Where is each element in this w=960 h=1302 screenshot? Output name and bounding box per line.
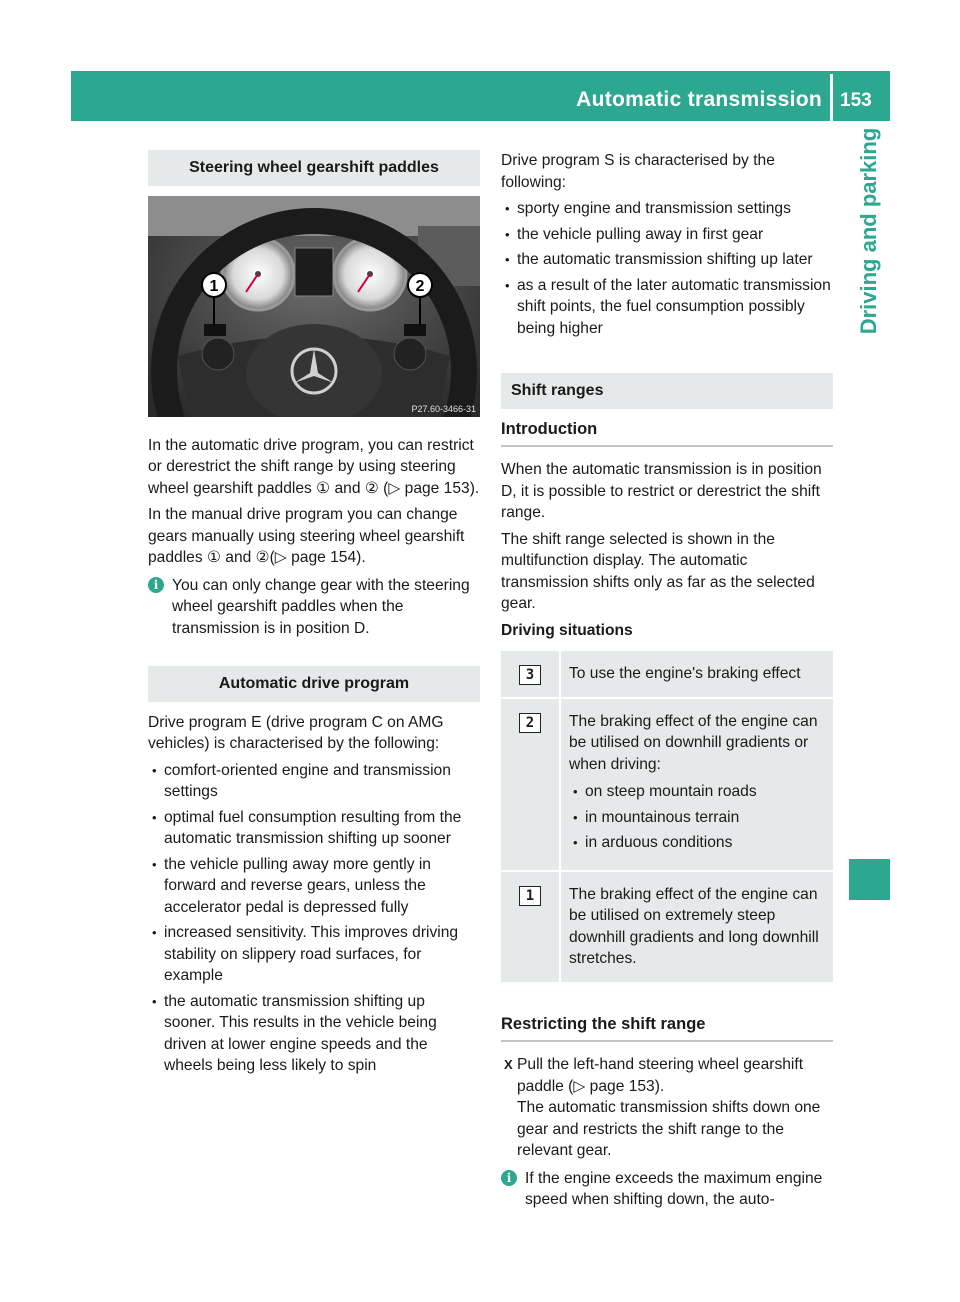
paragraph: Drive program E (drive program C on AMG vehicles) is characterised by the following:: [148, 713, 444, 752]
chapter-marker: [849, 859, 890, 900]
callout-2-label: 2: [415, 277, 425, 295]
gear-key-1: 1: [519, 886, 541, 906]
instruction-step: [501, 1054, 833, 1162]
photo-code: P27.60-3466-31: [411, 403, 476, 414]
list-item: • the vehicle pulling away in first gear: [501, 224, 833, 246]
list-item: • in mountainous terrain: [569, 807, 829, 829]
paragraph: When the automatic transmission is in position D, it is possible to restrict or derestrict the shift range.: [501, 461, 822, 521]
page-number: 153: [840, 90, 872, 111]
left-column: [148, 150, 480, 1081]
paragraph: The shift range selected is shown in the multifunction display. The automatic transmission shifts only as far as the selected gear.: [501, 530, 815, 612]
info-note: [148, 575, 480, 640]
paragraph: In the automatic drive program, you can restrict or derestrict the shift range by using steering wheel gearshift paddles ① and ② (▷ page 153).: [148, 436, 480, 497]
gear-key-3: 3: [519, 665, 541, 685]
right-column: [501, 150, 833, 1216]
list-item: • on steep mountain roads: [569, 781, 829, 803]
list-item: • in arduous conditions: [569, 832, 829, 854]
info-note: [501, 1168, 833, 1211]
subheading-restricting: Restricting the shift range: [501, 1014, 833, 1043]
step-text: X Pull the left-hand steering wheel gearshift paddle (▷ page 153).: [517, 1056, 804, 1095]
list-item: • optimal fuel consumption resulting from the automatic transmission shifting up sooner: [148, 807, 480, 850]
table-cell: The braking effect of the engine can be utilised on downhill gradients or when driving:: [569, 712, 818, 773]
list-item: • comfort-oriented engine and transmission settings: [148, 760, 480, 803]
section-title-shift-ranges: Shift ranges: [501, 373, 833, 409]
steering-wheel-photo: [148, 196, 480, 417]
table-cell: To use the engine's braking effect: [569, 665, 801, 682]
note-text: You can only change gear with the steering wheel gearshift paddles when the transmission is in position D.: [172, 576, 470, 637]
list-item: • sporty engine and transmission settings: [501, 198, 833, 220]
callout-1-label: 1: [209, 277, 219, 295]
section-title-auto-drive: Automatic drive program: [148, 666, 480, 702]
list-item: • the automatic transmission shifting up later: [501, 249, 833, 271]
table-cell: The braking effect of the engine can be utilised on extremely steep downhill gradients and long downhill stretches.: [569, 885, 819, 967]
table-row: [501, 872, 833, 984]
step-result: The automatic transmission shifts down one gear and restricts the shift range to the relevant gear.: [517, 1099, 821, 1159]
shift-range-table: [501, 651, 833, 984]
list-item: • the automatic transmission shifting up sooner. This results in the vehicle being driven at lower engine speeds and the wheels being less likely to spin: [148, 991, 480, 1077]
paragraph: In the manual drive program you can change gears manually using steering wheel gearshift paddles ① and ②(▷ page 154).: [148, 506, 465, 566]
note-text: If the engine exceeds the maximum engine speed when shifting down, the auto-: [525, 1169, 823, 1208]
subheading-introduction: Introduction: [501, 419, 833, 448]
driving-situations-label: Driving situations: [501, 621, 633, 639]
info-icon: i: [148, 577, 164, 593]
table-row: [501, 651, 833, 699]
gear-key-2: 2: [519, 713, 541, 733]
list-item: • the vehicle pulling away more gently in forward and reverse gears, unless the accelerator pedal is depressed fully: [148, 854, 480, 919]
paragraph: Drive program S is characterised by the following:: [501, 152, 775, 191]
list-item: • as a result of the later automatic transmission shift points, the fuel consumption possibly being higher: [501, 275, 833, 340]
header-divider: [830, 74, 833, 121]
chapter-tab: Driving and parking: [856, 127, 881, 335]
info-icon: i: [501, 1170, 517, 1186]
list-item: • increased sensitivity. This improves driving stability on slippery road surfaces, for example: [148, 922, 480, 987]
table-row: [501, 699, 833, 872]
page-title: Automatic transmission: [576, 88, 822, 111]
section-title-paddles: Steering wheel gearshift paddles: [148, 150, 480, 186]
